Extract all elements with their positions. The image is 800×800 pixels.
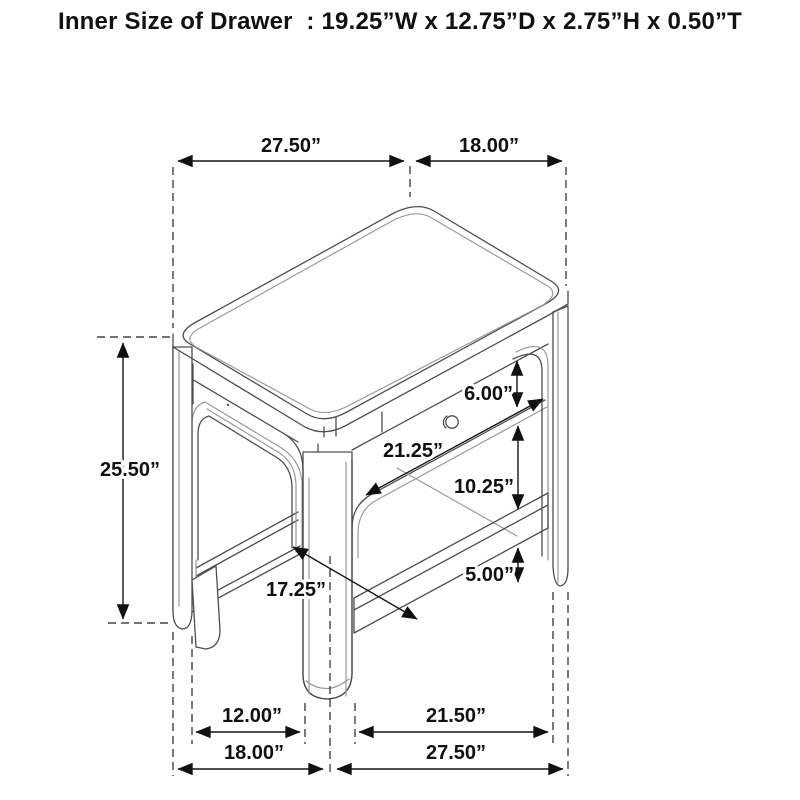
print-dot (227, 404, 229, 406)
label-overall-height: 25.50” (99, 459, 161, 481)
label-floor-width: 27.50” (425, 742, 487, 764)
lower-shelf (354, 493, 548, 633)
drawer-knob (443, 416, 458, 428)
label-top-depth: 18.00” (458, 135, 520, 157)
front-leg (283, 433, 352, 699)
label-floor-depth: 18.00” (223, 742, 285, 764)
page-title: Inner Size of Drawer : 19.25”W x 12.75”D x 2.75”H x 0.50”T (57, 8, 743, 35)
right-leg (553, 306, 568, 586)
label-shelf-opening-depth: 17.25” (265, 579, 327, 601)
label-drawer-width: 21.25” (382, 440, 444, 462)
label-shelf-height: 5.00” (465, 564, 514, 586)
label-drawer-front-height: 6.00” (464, 383, 513, 405)
label-top-width: 27.50” (260, 135, 322, 157)
label-floor-clear-width: 21.50” (425, 705, 487, 727)
label-floor-clear-depth: 12.00” (221, 705, 283, 727)
label-opening-height: 10.25” (453, 476, 514, 498)
